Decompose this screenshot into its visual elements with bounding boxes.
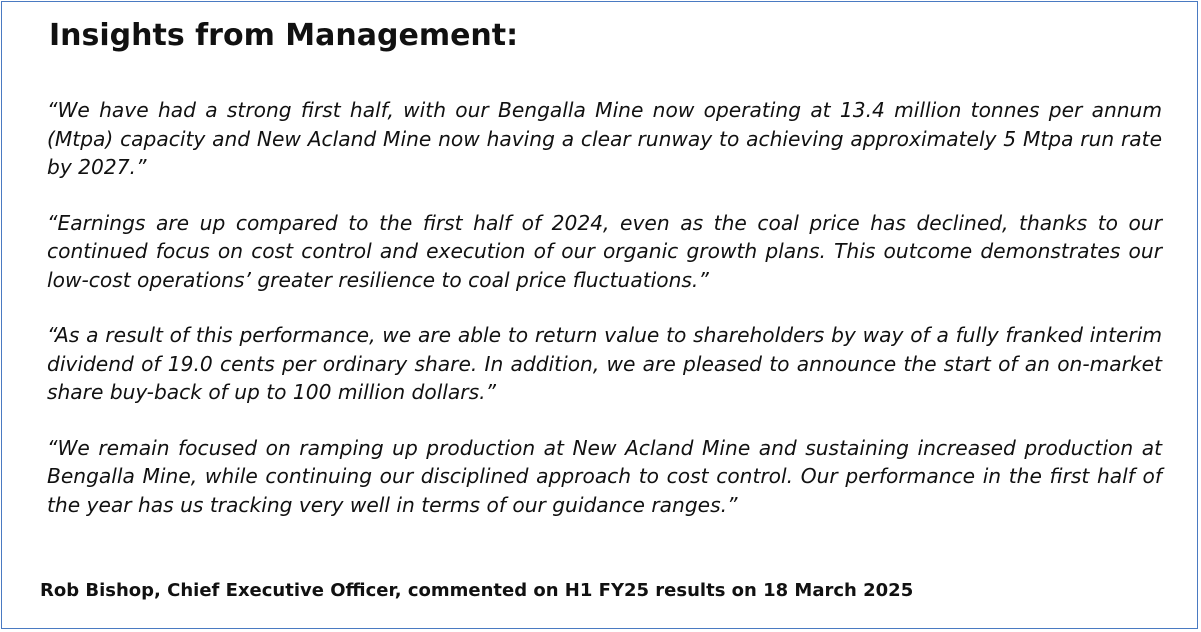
panel-title: Insights from Management: [49, 18, 519, 53]
quote-paragraph: “We remain focused on ramping up production at New Acland Mine and sustaining increased production at Bengalla Mine, while continuing our disciplined approach to cost control. Our performance in the first half of the year has us tracking very well in terms of our guidance ranges.” [47, 435, 1162, 517]
insights-panel [1, 1, 1198, 629]
quote-paragraph: “Earnings are up compared to the first half of 2024, even as the coal price has declined, thanks to our continued focus on cost control and execution of our organic growth plans. This outcome demonstrates our low-cost operations’ greater resilience to coal price fluctuations.” [47, 210, 1162, 292]
quote-attribution: Rob Bishop, Chief Executive Officer, commented on H1 FY25 results on 18 March 2025 [40, 580, 914, 601]
quote-paragraph: “As a result of this performance, we are able to return value to shareholders by way of a fully franked interim dividend of 19.0 cents per ordinary share. In addition, we are pleased to announce the start of an on-market share buy-back of up to 100 million dollars.” [47, 323, 1162, 404]
quotes-list [47, 96, 1162, 546]
quote-paragraph: “We have had a strong first half, with our Bengalla Mine now operating at 13.4 million tonnes per annum (Mtpa) capacity and New Acland Mine now having a clear runway to achieving approximately 5 Mtpa run rate by 2027.” [47, 98, 1162, 179]
